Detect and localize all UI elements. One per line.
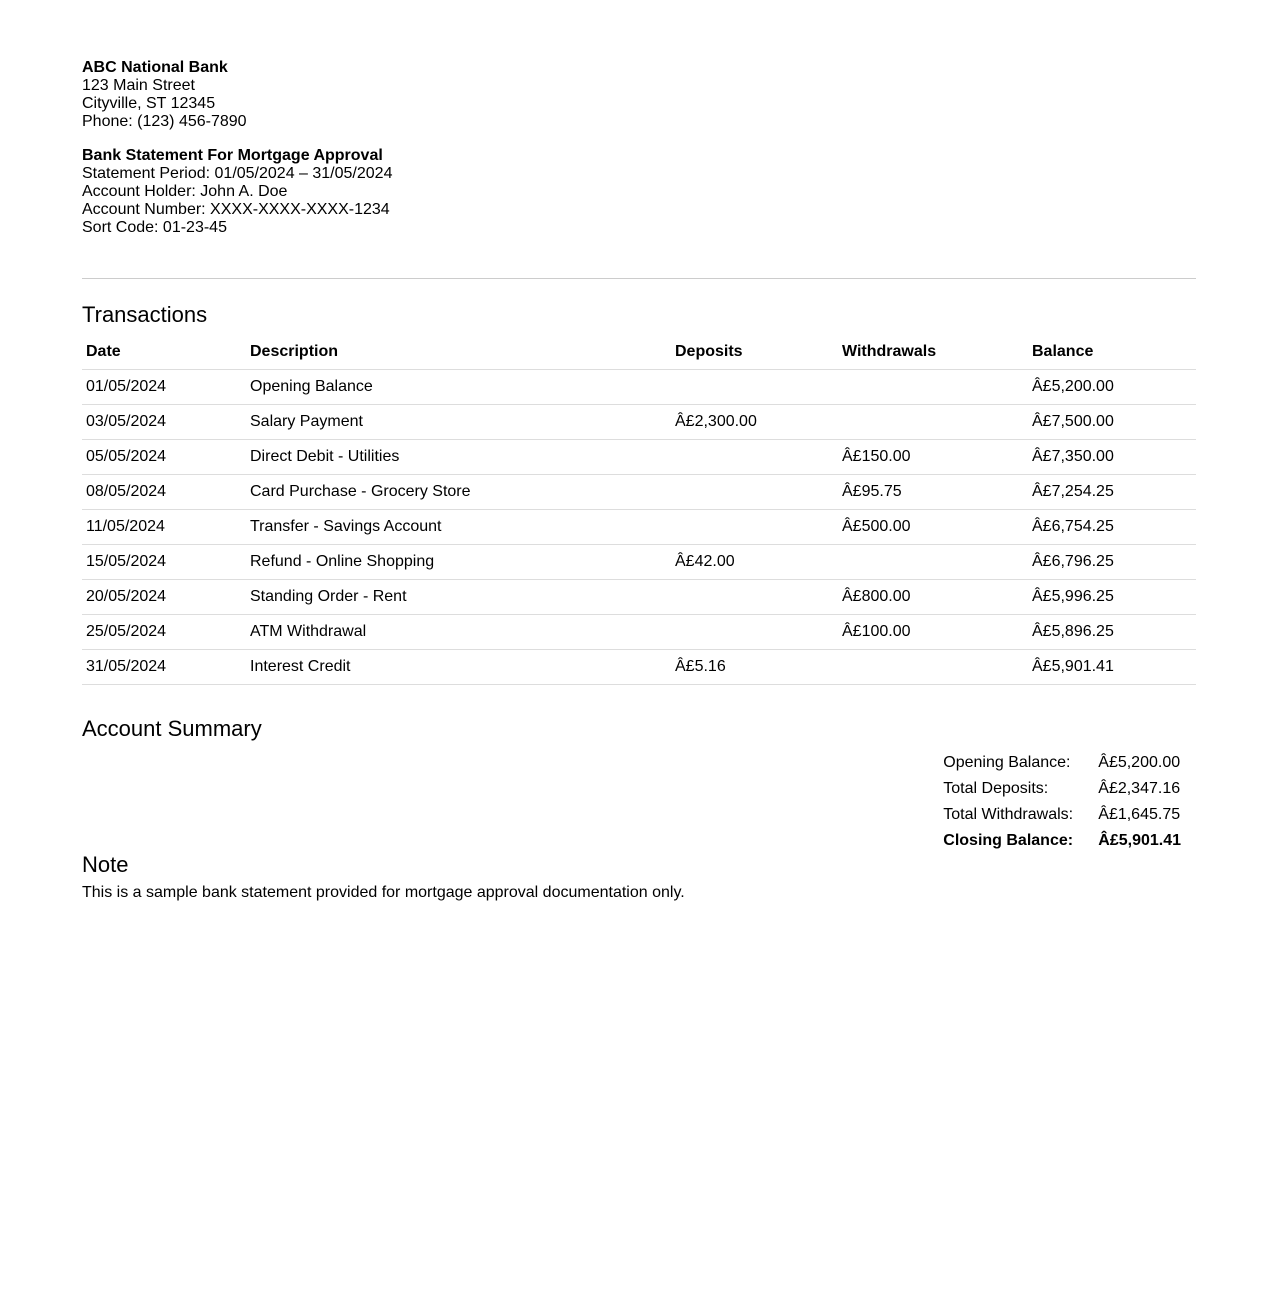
transactions-section	[82, 302, 1196, 685]
summary-table	[943, 750, 1196, 854]
cell-deposit: Â£2,300.00	[671, 405, 838, 440]
cell-withdrawal	[838, 370, 1028, 405]
total-withdrawals-label: Total Withdrawals:	[943, 806, 1074, 823]
transactions-heading: Transactions	[82, 302, 208, 327]
cell-withdrawal	[838, 545, 1028, 580]
cell-balance: Â£5,896.25	[1028, 615, 1196, 650]
statement-period: Statement Period: 01/05/2024 – 31/05/2024	[82, 165, 393, 182]
bank-phone: Phone: (123) 456-7890	[82, 113, 247, 130]
cell-date: 08/05/2024	[82, 475, 246, 510]
statement-page	[82, 59, 1196, 902]
total-deposits-value: Â£2,347.16	[1098, 780, 1181, 797]
note-heading: Note	[82, 852, 129, 877]
opening-balance-value: Â£5,200.00	[1098, 754, 1181, 771]
summary-row-opening	[943, 750, 1196, 776]
cell-deposit	[671, 510, 838, 545]
cell-description: Transfer - Savings Account	[246, 510, 671, 545]
summary-row-deposits	[943, 776, 1196, 802]
cell-description: Interest Credit	[246, 650, 671, 685]
account-holder: Account Holder: John A. Doe	[82, 183, 288, 200]
column-header-description: Description	[246, 335, 671, 370]
summary-wrap	[82, 742, 1196, 852]
total-withdrawals-value: Â£1,645.75	[1098, 806, 1181, 823]
column-header-deposits: Deposits	[671, 335, 838, 370]
bank-address-line1: 123 Main Street	[82, 77, 195, 94]
cell-description: Direct Debit - Utilities	[246, 440, 671, 475]
cell-deposit	[671, 440, 838, 475]
table-row	[82, 580, 1196, 615]
cell-balance: Â£7,500.00	[1028, 405, 1196, 440]
cell-description: ATM Withdrawal	[246, 615, 671, 650]
cell-date: 20/05/2024	[82, 580, 246, 615]
cell-withdrawal: Â£150.00	[838, 440, 1028, 475]
column-header-balance: Balance	[1028, 335, 1196, 370]
cell-withdrawal: Â£800.00	[838, 580, 1028, 615]
transactions-header-row	[82, 335, 1196, 370]
cell-deposit	[671, 370, 838, 405]
cell-date: 01/05/2024	[82, 370, 246, 405]
column-header-date: Date	[82, 335, 246, 370]
statement-title: Bank Statement For Mortgage Approval	[82, 147, 383, 164]
cell-deposit	[671, 580, 838, 615]
summary-row-closing	[943, 828, 1196, 854]
bank-name: ABC National Bank	[82, 59, 228, 76]
cell-withdrawal	[838, 650, 1028, 685]
bank-address-line2: Cityville, ST 12345	[82, 95, 216, 112]
closing-balance-label: Closing Balance:	[943, 832, 1074, 849]
table-row	[82, 440, 1196, 475]
cell-description: Refund - Online Shopping	[246, 545, 671, 580]
cell-date: 15/05/2024	[82, 545, 246, 580]
table-row	[82, 545, 1196, 580]
table-row	[82, 370, 1196, 405]
cell-description: Standing Order - Rent	[246, 580, 671, 615]
cell-deposit	[671, 475, 838, 510]
closing-balance-value: Â£5,901.41	[1098, 832, 1181, 849]
cell-balance: Â£5,996.25	[1028, 580, 1196, 615]
cell-balance: Â£6,796.25	[1028, 545, 1196, 580]
cell-date: 25/05/2024	[82, 615, 246, 650]
summary-row-withdrawals	[943, 802, 1196, 828]
cell-description: Opening Balance	[246, 370, 671, 405]
cell-date: 05/05/2024	[82, 440, 246, 475]
cell-deposit: Â£42.00	[671, 545, 838, 580]
bank-header	[82, 59, 1196, 131]
cell-balance: Â£5,200.00	[1028, 370, 1196, 405]
transactions-table	[82, 335, 1196, 685]
cell-description: Salary Payment	[246, 405, 671, 440]
table-row	[82, 475, 1196, 510]
note-section	[82, 852, 1196, 902]
table-row	[82, 510, 1196, 545]
table-row	[82, 615, 1196, 650]
total-deposits-label: Total Deposits:	[943, 780, 1049, 797]
cell-withdrawal: Â£500.00	[838, 510, 1028, 545]
cell-balance: Â£5,901.41	[1028, 650, 1196, 685]
statement-info	[82, 147, 1196, 237]
opening-balance-label: Opening Balance:	[943, 754, 1071, 771]
cell-withdrawal: Â£100.00	[838, 615, 1028, 650]
cell-balance: Â£7,254.25	[1028, 475, 1196, 510]
table-row	[82, 405, 1196, 440]
cell-balance: Â£6,754.25	[1028, 510, 1196, 545]
cell-date: 03/05/2024	[82, 405, 246, 440]
cell-withdrawal: Â£95.75	[838, 475, 1028, 510]
cell-deposit: Â£5.16	[671, 650, 838, 685]
section-divider	[82, 278, 1196, 279]
cell-deposit	[671, 615, 838, 650]
cell-withdrawal	[838, 405, 1028, 440]
column-header-withdrawals: Withdrawals	[838, 335, 1028, 370]
table-row	[82, 650, 1196, 685]
sort-code: Sort Code: 01-23-45	[82, 219, 227, 236]
cell-date: 11/05/2024	[82, 510, 246, 545]
account-summary-heading: Account Summary	[82, 716, 262, 741]
cell-description: Card Purchase - Grocery Store	[246, 475, 671, 510]
cell-balance: Â£7,350.00	[1028, 440, 1196, 475]
account-number: Account Number: XXXX-XXXX-XXXX-1234	[82, 201, 390, 218]
cell-date: 31/05/2024	[82, 650, 246, 685]
account-summary-section	[82, 716, 1196, 852]
note-text: This is a sample bank statement provided for mortgage approval documentation only.	[82, 884, 685, 901]
